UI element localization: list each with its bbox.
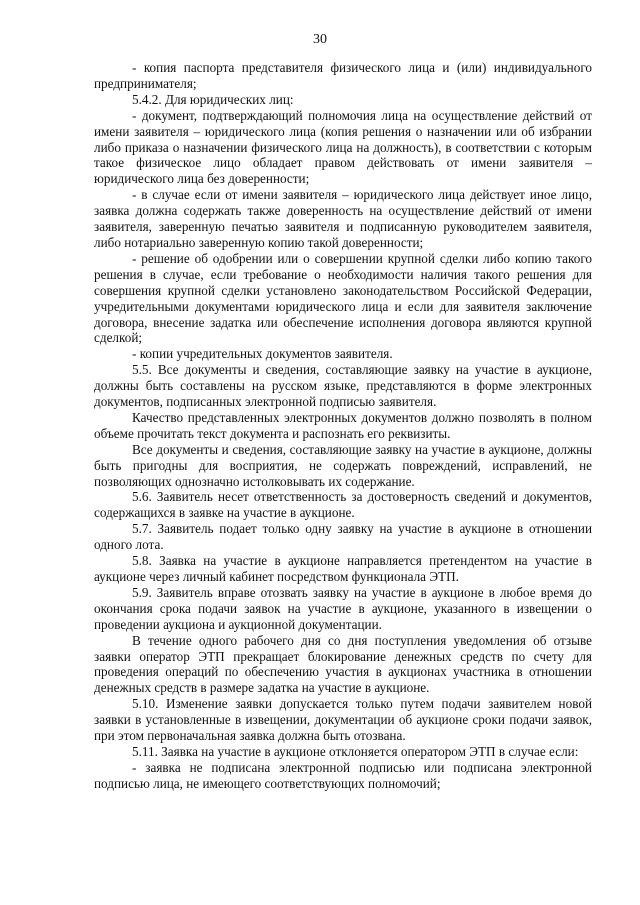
paragraph-passport-copy: - копия паспорта представителя физического лица и (или) индивидуального предпринимателя;	[94, 60, 592, 91]
paragraph-section-5-7: 5.7. Заявитель подает только одну заявку на участие в аукционе в отношении одного лота.	[94, 521, 592, 553]
paragraph-section-5-4-2: 5.4.2. Для юридических лиц:	[132, 91, 294, 107]
paragraph-unsigned-application: - заявка не подписана электронной подписью или подписана электронной подписью лица, не имеющего соответствующих полномочий;	[94, 759, 592, 791]
paragraph-document-integrity: Все документы и сведения, составляющие заявку на участие в аукционе, должны быть пригодны для восприятия, не содержать повреждений, исправлений, не позволяющих однозначно истолковывать их содержание.	[94, 441, 592, 489]
paragraph-document-quality: Качество представленных электронных документов должно позволять в полном объеме прочитать текст документа и распознать его реквизиты.	[94, 409, 592, 441]
paragraph-section-5-11: 5.11. Заявка на участие в аукционе отклоняется оператором ЭТП в случае если:	[132, 743, 579, 759]
page-number: 30	[313, 32, 327, 47]
paragraph-section-5-6: 5.6. Заявитель несет ответственность за достоверность сведений и документов, содержащихся в заявке на участие в аукционе.	[94, 489, 592, 521]
paragraph-section-5-8: 5.8. Заявка на участие в аукционе направляется претендентом на участие в аукционе через личный кабинет посредством функционала ЭТП.	[94, 553, 592, 584]
paragraph-section-5-10: 5.10. Изменение заявки допускается только путем подачи заявителем новой заявки в установленные в извещении, документации об аукционе сроки подачи заявок, при этом первоначальная заявка должна быть отозвана.	[94, 696, 592, 744]
document-body	[94, 60, 592, 792]
paragraph-power-of-attorney: - в случае если от имени заявителя – юридического лица действует иное лицо, заявка должна содержать также доверенность на осуществление действий от имени заявителя, заверенную печатью заявителя и подписанную руководителем заявителя, либо нотариально заверенную копию такой доверенности;	[94, 187, 592, 250]
paragraph-section-5-5: 5.5. Все документы и сведения, составляющие заявку на участие в аукционе, должны быть составлены на русском языке, представляются в форме электронных документов, подписанных электронной подписью заявителя.	[94, 362, 592, 410]
paragraph-withdrawal-notice: В течение одного рабочего дня со дня поступления уведомления об отзыве заявки оператор ЭТП прекращает блокирование денежных средств по счету для проведения операций по обеспечению участия в аукционах участника в отношении денежных средств в размере задатка на участие в аукционе.	[94, 632, 592, 696]
paragraph-founding-documents: - копии учредительных документов заявителя.	[132, 346, 393, 362]
paragraph-section-5-9: 5.9. Заявитель вправе отозвать заявку на участие в аукционе в любое время до окончания срока подачи заявок на участие в аукционе, указанного в извещении о проведении аукциона и аукционной документации.	[94, 584, 592, 632]
paragraph-major-transaction: - решение об одобрении или о совершении крупной сделки либо копию такого решения в случае, если требование о необходимости наличия такого решения для совершения крупной сделки установлено законодательством Российской Федерации, учредительными документами юридического лица и если для заявителя заключение договора, внесение задатка или обеспечение исполнения договора являются крупной сделкой;	[94, 250, 592, 346]
paragraph-authority-document: - документ, подтверждающий полномочия лица на осуществление действий от имени заявителя – юридического лица (копия решения о назначении или об избрании либо приказа о назначении физического лица на должность), в соответствии с которым такое физическое лицо обладает правом действовать от имени заявителя – юридического лица без доверенности;	[94, 107, 592, 187]
